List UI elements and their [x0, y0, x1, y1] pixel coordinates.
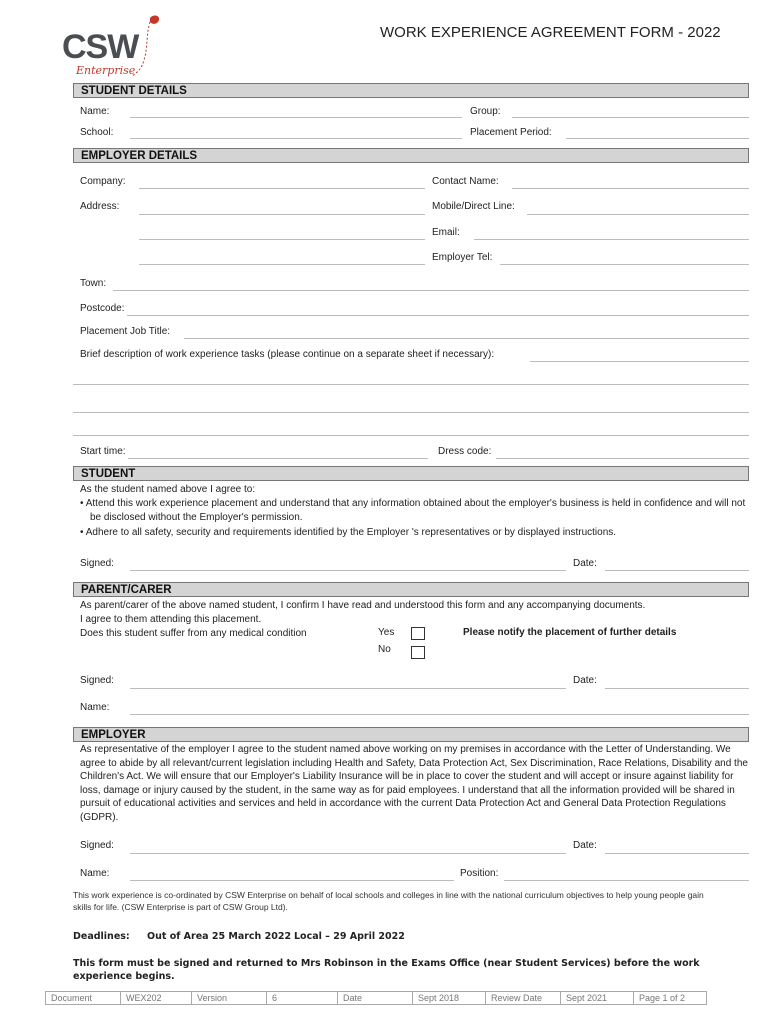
yes-label: Yes	[378, 627, 395, 638]
parent-heading: PARENT/CARER	[73, 582, 749, 597]
school-field[interactable]	[130, 138, 462, 139]
version-label: Version	[192, 992, 267, 1005]
document-value: WEX202	[121, 992, 192, 1005]
address-field-2[interactable]	[139, 239, 425, 240]
parent-name-field[interactable]	[130, 714, 749, 715]
logo-subtext: Enterprise	[76, 64, 136, 77]
group-field[interactable]	[512, 117, 749, 118]
employer-heading: EMPLOYER	[73, 727, 749, 742]
parent-date-field[interactable]	[605, 688, 749, 689]
version-value: 6	[267, 992, 338, 1005]
address-field-3[interactable]	[139, 264, 425, 265]
group-label: Group:	[470, 106, 501, 117]
employer-date-label: Date:	[573, 840, 597, 851]
company-label: Company:	[80, 176, 126, 187]
deadlines-label: Deadlines:	[73, 931, 130, 942]
employer-tel-label: Employer Tel:	[432, 252, 493, 263]
page-number: Page 1 of 2	[634, 992, 707, 1005]
address-label: Address:	[80, 201, 120, 212]
deadline-local: Local – 29 April 2022	[294, 931, 405, 942]
parent-name-label: Name:	[80, 702, 110, 713]
no-label: No	[378, 644, 391, 655]
parent-signature-field[interactable]	[130, 688, 566, 689]
date-value: Sept 2018	[413, 992, 486, 1005]
no-checkbox[interactable]	[411, 646, 425, 659]
student-signature-field[interactable]	[130, 570, 566, 571]
employer-name-label: Name:	[80, 868, 110, 879]
brief-description-label: Brief description of work experience tasks (please continue on a separate sheet if necessary):	[80, 349, 495, 360]
student-intro: As the student named above I agree to:	[80, 484, 256, 495]
placement-period-label: Placement Period:	[470, 127, 552, 138]
employer-details-heading: EMPLOYER DETAILS	[73, 148, 749, 163]
date-label: Date	[338, 992, 413, 1005]
contact-name-field[interactable]	[512, 188, 749, 189]
deadline-out-of-area: Out of Area 25 March 2022	[147, 931, 292, 942]
student-date-label: Date:	[573, 558, 597, 569]
student-signed-label: Signed:	[80, 558, 114, 569]
mobile-label: Mobile/Direct Line:	[432, 201, 515, 212]
brief-description-field-4[interactable]	[73, 435, 749, 436]
town-field[interactable]	[113, 290, 749, 291]
parent-signed-label: Signed:	[80, 675, 114, 686]
student-details-heading: STUDENT DETAILS	[73, 83, 749, 98]
brief-description-field-3[interactable]	[73, 412, 749, 413]
placement-period-field[interactable]	[566, 138, 749, 139]
coordination-note: This work experience is co-ordinated by CSW Enterprise on behalf of local schools and colleges in line with the national curriculum objectives to help young people gain skills for life. (CSW Enterprise is part of CSW Group Ltd).	[73, 890, 704, 912]
parent-text-1: As parent/carer of the above named student, I confirm I have read and understood this form and any accompanying documents.	[80, 600, 646, 611]
employer-agreement-text: As representative of the employer I agree to the student named above working on my premises in accordance with the Letter of Understanding. We agree to abide by all relevant/current legislation including Health and Safety, Data Protection Act, Sex Discrimination, Race Relations, Disability and the Children's Act. We will ensure that our Employer's Liability Insurance will be in place to cover the student and will accept or insure against liability for loss, damage or injury caused by the student, in the same way as for paid employees. I understand that all the information provided will be shared in pursuit of educational activities and services and held in accordance with the current Data Protection Act and General Data Protection Regulations (GDPR).	[80, 744, 748, 823]
yes-checkbox[interactable]	[411, 627, 425, 640]
student-date-field[interactable]	[605, 570, 749, 571]
document-label: Document	[46, 992, 121, 1005]
name-label: Name:	[80, 106, 110, 117]
job-title-field[interactable]	[184, 338, 749, 339]
postcode-label: Postcode:	[80, 303, 125, 314]
mobile-field[interactable]	[527, 214, 749, 215]
job-title-label: Placement Job Title:	[80, 326, 171, 337]
start-time-label: Start time:	[80, 446, 126, 457]
address-field-1[interactable]	[139, 214, 425, 215]
student-bullet-2: • Adhere to all safety, security and requirements identified by the Employer 's representatives or by displayed instructions.	[80, 527, 617, 538]
name-field[interactable]	[130, 117, 462, 118]
dress-code-label: Dress code:	[438, 446, 492, 457]
logo-text: CSW	[62, 28, 139, 66]
position-label: Position:	[460, 868, 499, 879]
student-heading: STUDENT	[73, 466, 749, 481]
email-field[interactable]	[474, 239, 749, 240]
page-title: WORK EXPERIENCE AGREEMENT FORM - 2022	[380, 24, 721, 41]
document-info-table	[45, 991, 707, 1005]
employer-date-field[interactable]	[605, 853, 749, 854]
medical-condition-label: Does this student suffer from any medical condition	[80, 628, 307, 639]
parent-text-2: I agree to them attending this placement.	[80, 614, 262, 625]
brief-description-field-1[interactable]	[530, 361, 749, 362]
brief-description-field-2[interactable]	[73, 384, 749, 385]
dress-code-field[interactable]	[496, 458, 749, 459]
employer-tel-field[interactable]	[500, 264, 749, 265]
review-date-label: Review Date	[486, 992, 561, 1005]
employer-signature-field[interactable]	[130, 853, 566, 854]
notify-note: Please notify the placement of further details	[463, 627, 677, 638]
contact-name-label: Contact Name:	[432, 176, 499, 187]
start-time-field[interactable]	[128, 458, 428, 459]
parent-date-label: Date:	[573, 675, 597, 686]
town-label: Town:	[80, 278, 107, 289]
return-note: This form must be signed and returned to Mrs Robinson in the Exams Office (near Student Services) before the work experience begins.	[73, 958, 700, 982]
csw-logo	[62, 14, 166, 80]
postcode-field[interactable]	[127, 315, 749, 316]
school-label: School:	[80, 127, 114, 138]
position-field[interactable]	[504, 880, 749, 881]
employer-name-field[interactable]	[130, 880, 454, 881]
email-label: Email:	[432, 227, 460, 238]
student-bullet-1: • Attend this work experience placement and understand that any information obtained about the employer's business is held in confidence and will not be disclosed without the Employer's permission.	[80, 498, 746, 523]
employer-signed-label: Signed:	[80, 840, 114, 851]
review-date-value: Sept 2021	[561, 992, 634, 1005]
company-field[interactable]	[139, 188, 425, 189]
